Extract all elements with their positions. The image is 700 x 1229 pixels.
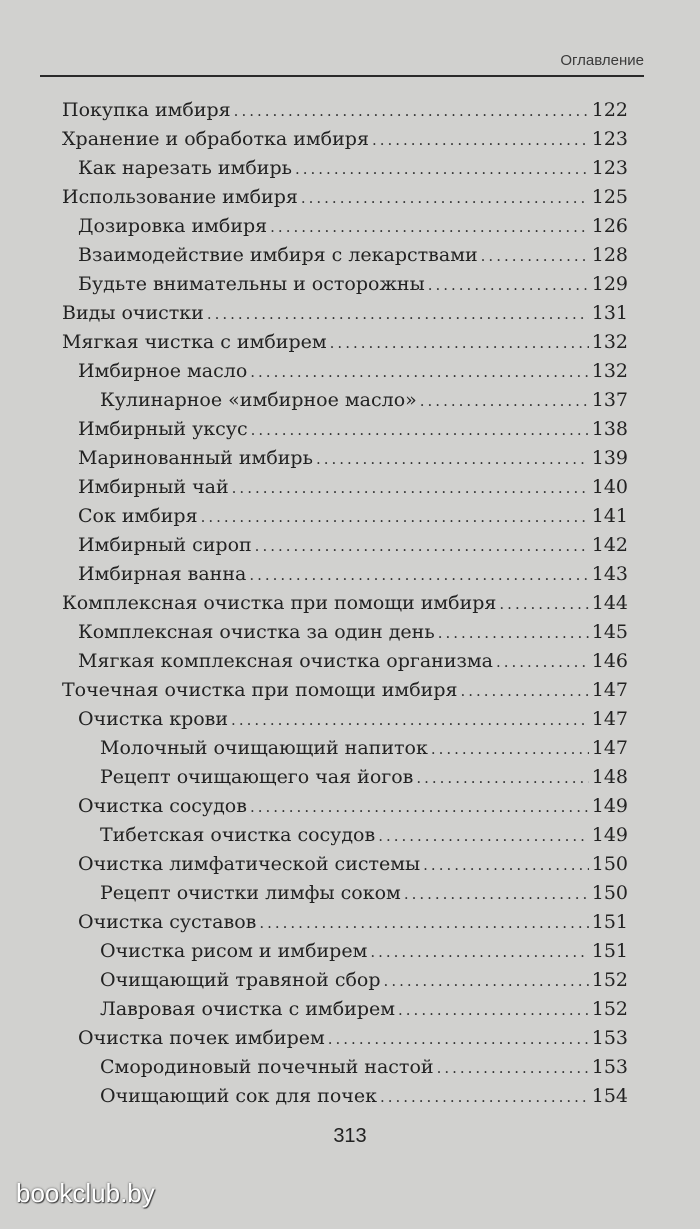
toc-entry-page: 147 xyxy=(591,679,628,701)
dot-leader xyxy=(499,590,588,619)
toc-entry xyxy=(62,1024,628,1053)
toc-entry-page: 142 xyxy=(591,534,628,556)
toc-entry-page: 128 xyxy=(591,244,628,266)
toc-entry xyxy=(62,879,628,908)
toc-entry xyxy=(62,299,628,328)
toc-entry-title: Очистка суставов xyxy=(78,911,257,933)
dot-leader xyxy=(431,735,589,764)
toc-entry-title: Очистка почек имбирем xyxy=(78,1027,325,1049)
running-head: Оглавление xyxy=(560,52,644,69)
toc-entry-title: Рецепт очищающего чая йогов xyxy=(100,766,414,788)
toc-entry-title: Смородиновый почечный настой xyxy=(100,1056,434,1078)
toc-entry-title: Будьте внимательны и осторожны xyxy=(78,273,425,295)
toc-entry-title: Имбирный чай xyxy=(78,476,229,498)
dot-leader xyxy=(370,938,588,967)
toc-entry xyxy=(62,792,628,821)
dot-leader xyxy=(207,300,589,329)
toc-entry xyxy=(62,763,628,792)
toc-entry xyxy=(62,270,628,299)
toc-entry-title: Мягкая чистка с имбирем xyxy=(62,331,327,353)
toc-entry-page: 123 xyxy=(591,128,628,150)
toc-entry-title: Очистка крови xyxy=(78,708,229,730)
toc-entry xyxy=(62,328,628,357)
toc-entry-title: Лавровая очистка с имбирем xyxy=(100,998,396,1020)
dot-leader xyxy=(259,909,588,938)
toc-entry-page: 152 xyxy=(591,998,628,1020)
toc-entry xyxy=(62,444,628,473)
toc-entry-title: Имбирный сироп xyxy=(78,534,252,556)
toc-entry-title: Покупка имбиря xyxy=(62,99,231,121)
toc-entry-page: 140 xyxy=(591,476,628,498)
toc-entry-title: Как нарезать имбирь xyxy=(78,157,292,179)
dot-leader xyxy=(328,1025,589,1054)
toc-entry xyxy=(62,560,628,589)
toc-entry-title: Мягкая комплексная очистка организма xyxy=(78,650,493,672)
toc-entry-title: Имбирное масло xyxy=(78,360,248,382)
toc-entry xyxy=(62,1082,628,1111)
dot-leader xyxy=(301,184,589,213)
toc-entry xyxy=(62,589,628,618)
toc-entry xyxy=(62,647,628,676)
toc-entry-page: 123 xyxy=(591,157,628,179)
toc-entry-page: 149 xyxy=(591,824,628,846)
toc-entry-title: Точечная очистка при помощи имбиря xyxy=(62,679,458,701)
toc-entry-page: 122 xyxy=(591,99,628,121)
toc-entry xyxy=(62,96,628,125)
dot-leader xyxy=(496,648,589,677)
toc-entry-page: 147 xyxy=(591,737,628,759)
toc-entry-title: Виды очистки xyxy=(62,302,204,324)
toc-entry-page: 149 xyxy=(591,795,628,817)
toc-entry-page: 139 xyxy=(591,447,628,469)
toc-entry xyxy=(62,212,628,241)
toc-entry xyxy=(62,676,628,705)
header-rule xyxy=(40,75,644,77)
toc-entry-page: 145 xyxy=(591,621,628,643)
toc-entry-page: 150 xyxy=(591,882,628,904)
toc-entry xyxy=(62,705,628,734)
toc-entry-page: 150 xyxy=(591,853,628,875)
dot-leader xyxy=(420,387,589,416)
toc-entry-page: 147 xyxy=(591,708,628,730)
toc-entry xyxy=(62,531,628,560)
toc-entry xyxy=(62,618,628,647)
page-number: 313 xyxy=(333,1125,367,1147)
dot-leader xyxy=(384,967,589,996)
dot-leader xyxy=(251,416,589,445)
dot-leader xyxy=(437,1054,589,1083)
toc-entry-page: 153 xyxy=(591,1056,628,1078)
toc-entry-page: 146 xyxy=(591,650,628,672)
table-of-contents xyxy=(62,96,628,1111)
toc-entry-title: Комплексная очистка при помощи имбиря xyxy=(62,592,497,614)
toc-entry-title: Рецепт очистки лимфы соком xyxy=(100,882,401,904)
dot-leader xyxy=(234,97,589,126)
toc-entry-page: 132 xyxy=(591,331,628,353)
toc-entry xyxy=(62,850,628,879)
dot-leader xyxy=(428,271,589,300)
toc-entry-title: Комплексная очистка за один день xyxy=(78,621,435,643)
toc-entry xyxy=(62,1053,628,1082)
toc-entry-title: Взаимодействие имбиря с лекарствами xyxy=(78,244,478,266)
toc-entry-page: 143 xyxy=(591,563,628,585)
dot-leader xyxy=(295,155,589,184)
toc-entry-title: Сок имбиря xyxy=(78,505,198,527)
toc-entry-title: Очищающий травяной сбор xyxy=(100,969,381,991)
toc-entry-title: Использование имбиря xyxy=(62,186,298,208)
dot-leader xyxy=(255,532,589,561)
dot-leader xyxy=(481,242,589,271)
toc-entry-page: 129 xyxy=(591,273,628,295)
dot-leader xyxy=(404,880,589,909)
toc-entry-title: Молочный очищающий напиток xyxy=(100,737,428,759)
toc-entry-page: 126 xyxy=(591,215,628,237)
dot-leader xyxy=(438,619,589,648)
dot-leader xyxy=(378,822,589,851)
toc-entry-title: Очищающий сок для почек xyxy=(100,1085,377,1107)
toc-entry-title: Имбирная ванна xyxy=(78,563,247,585)
toc-entry xyxy=(62,154,628,183)
toc-entry xyxy=(62,125,628,154)
toc-entry xyxy=(62,502,628,531)
toc-entry-title: Очистка лимфатической системы xyxy=(78,853,421,875)
dot-leader xyxy=(460,677,588,706)
toc-entry xyxy=(62,386,628,415)
toc-entry-page: 151 xyxy=(591,940,628,962)
dot-leader xyxy=(380,1083,589,1112)
dot-leader xyxy=(316,445,589,474)
toc-entry-page: 137 xyxy=(591,389,628,411)
toc-entry-page: 141 xyxy=(591,505,628,527)
toc-entry-title: Кулинарное «имбирное масло» xyxy=(100,389,417,411)
toc-entry-page: 132 xyxy=(591,360,628,382)
dot-leader xyxy=(372,126,589,155)
toc-entry xyxy=(62,908,628,937)
dot-leader xyxy=(249,561,588,590)
dot-leader xyxy=(250,358,588,387)
toc-entry-page: 144 xyxy=(591,592,628,614)
toc-entry-page: 138 xyxy=(591,418,628,440)
toc-entry-page: 131 xyxy=(591,302,628,324)
toc-entry xyxy=(62,821,628,850)
dot-leader xyxy=(423,851,589,880)
toc-entry-page: 125 xyxy=(591,186,628,208)
toc-entry xyxy=(62,995,628,1024)
toc-entry-page: 154 xyxy=(591,1085,628,1107)
toc-entry-title: Тибетская очистка сосудов xyxy=(100,824,376,846)
toc-entry xyxy=(62,966,628,995)
dot-leader xyxy=(330,329,589,358)
toc-entry-title: Очистка рисом и имбирем xyxy=(100,940,368,962)
dot-leader xyxy=(416,764,588,793)
toc-entry-title: Хранение и обработка имбиря xyxy=(62,128,369,150)
toc-entry xyxy=(62,415,628,444)
dot-leader xyxy=(232,474,589,503)
dot-leader xyxy=(250,793,589,822)
toc-entry xyxy=(62,357,628,386)
toc-entry xyxy=(62,183,628,212)
toc-entry xyxy=(62,473,628,502)
toc-entry-page: 148 xyxy=(591,766,628,788)
dot-leader xyxy=(201,503,589,532)
toc-entry xyxy=(62,241,628,270)
toc-entry xyxy=(62,937,628,966)
dot-leader xyxy=(231,706,589,735)
dot-leader xyxy=(270,213,589,242)
toc-entry-title: Имбирный уксус xyxy=(78,418,248,440)
toc-entry-title: Дозировка имбиря xyxy=(78,215,268,237)
watermark-text: bookclub.by xyxy=(16,1178,155,1208)
dot-leader xyxy=(398,996,589,1025)
toc-entry xyxy=(62,734,628,763)
toc-entry-title: Очистка сосудов xyxy=(78,795,247,817)
toc-entry-title: Маринованный имбирь xyxy=(78,447,313,469)
toc-entry-page: 152 xyxy=(591,969,628,991)
toc-entry-page: 153 xyxy=(591,1027,628,1049)
toc-entry-page: 151 xyxy=(591,911,628,933)
